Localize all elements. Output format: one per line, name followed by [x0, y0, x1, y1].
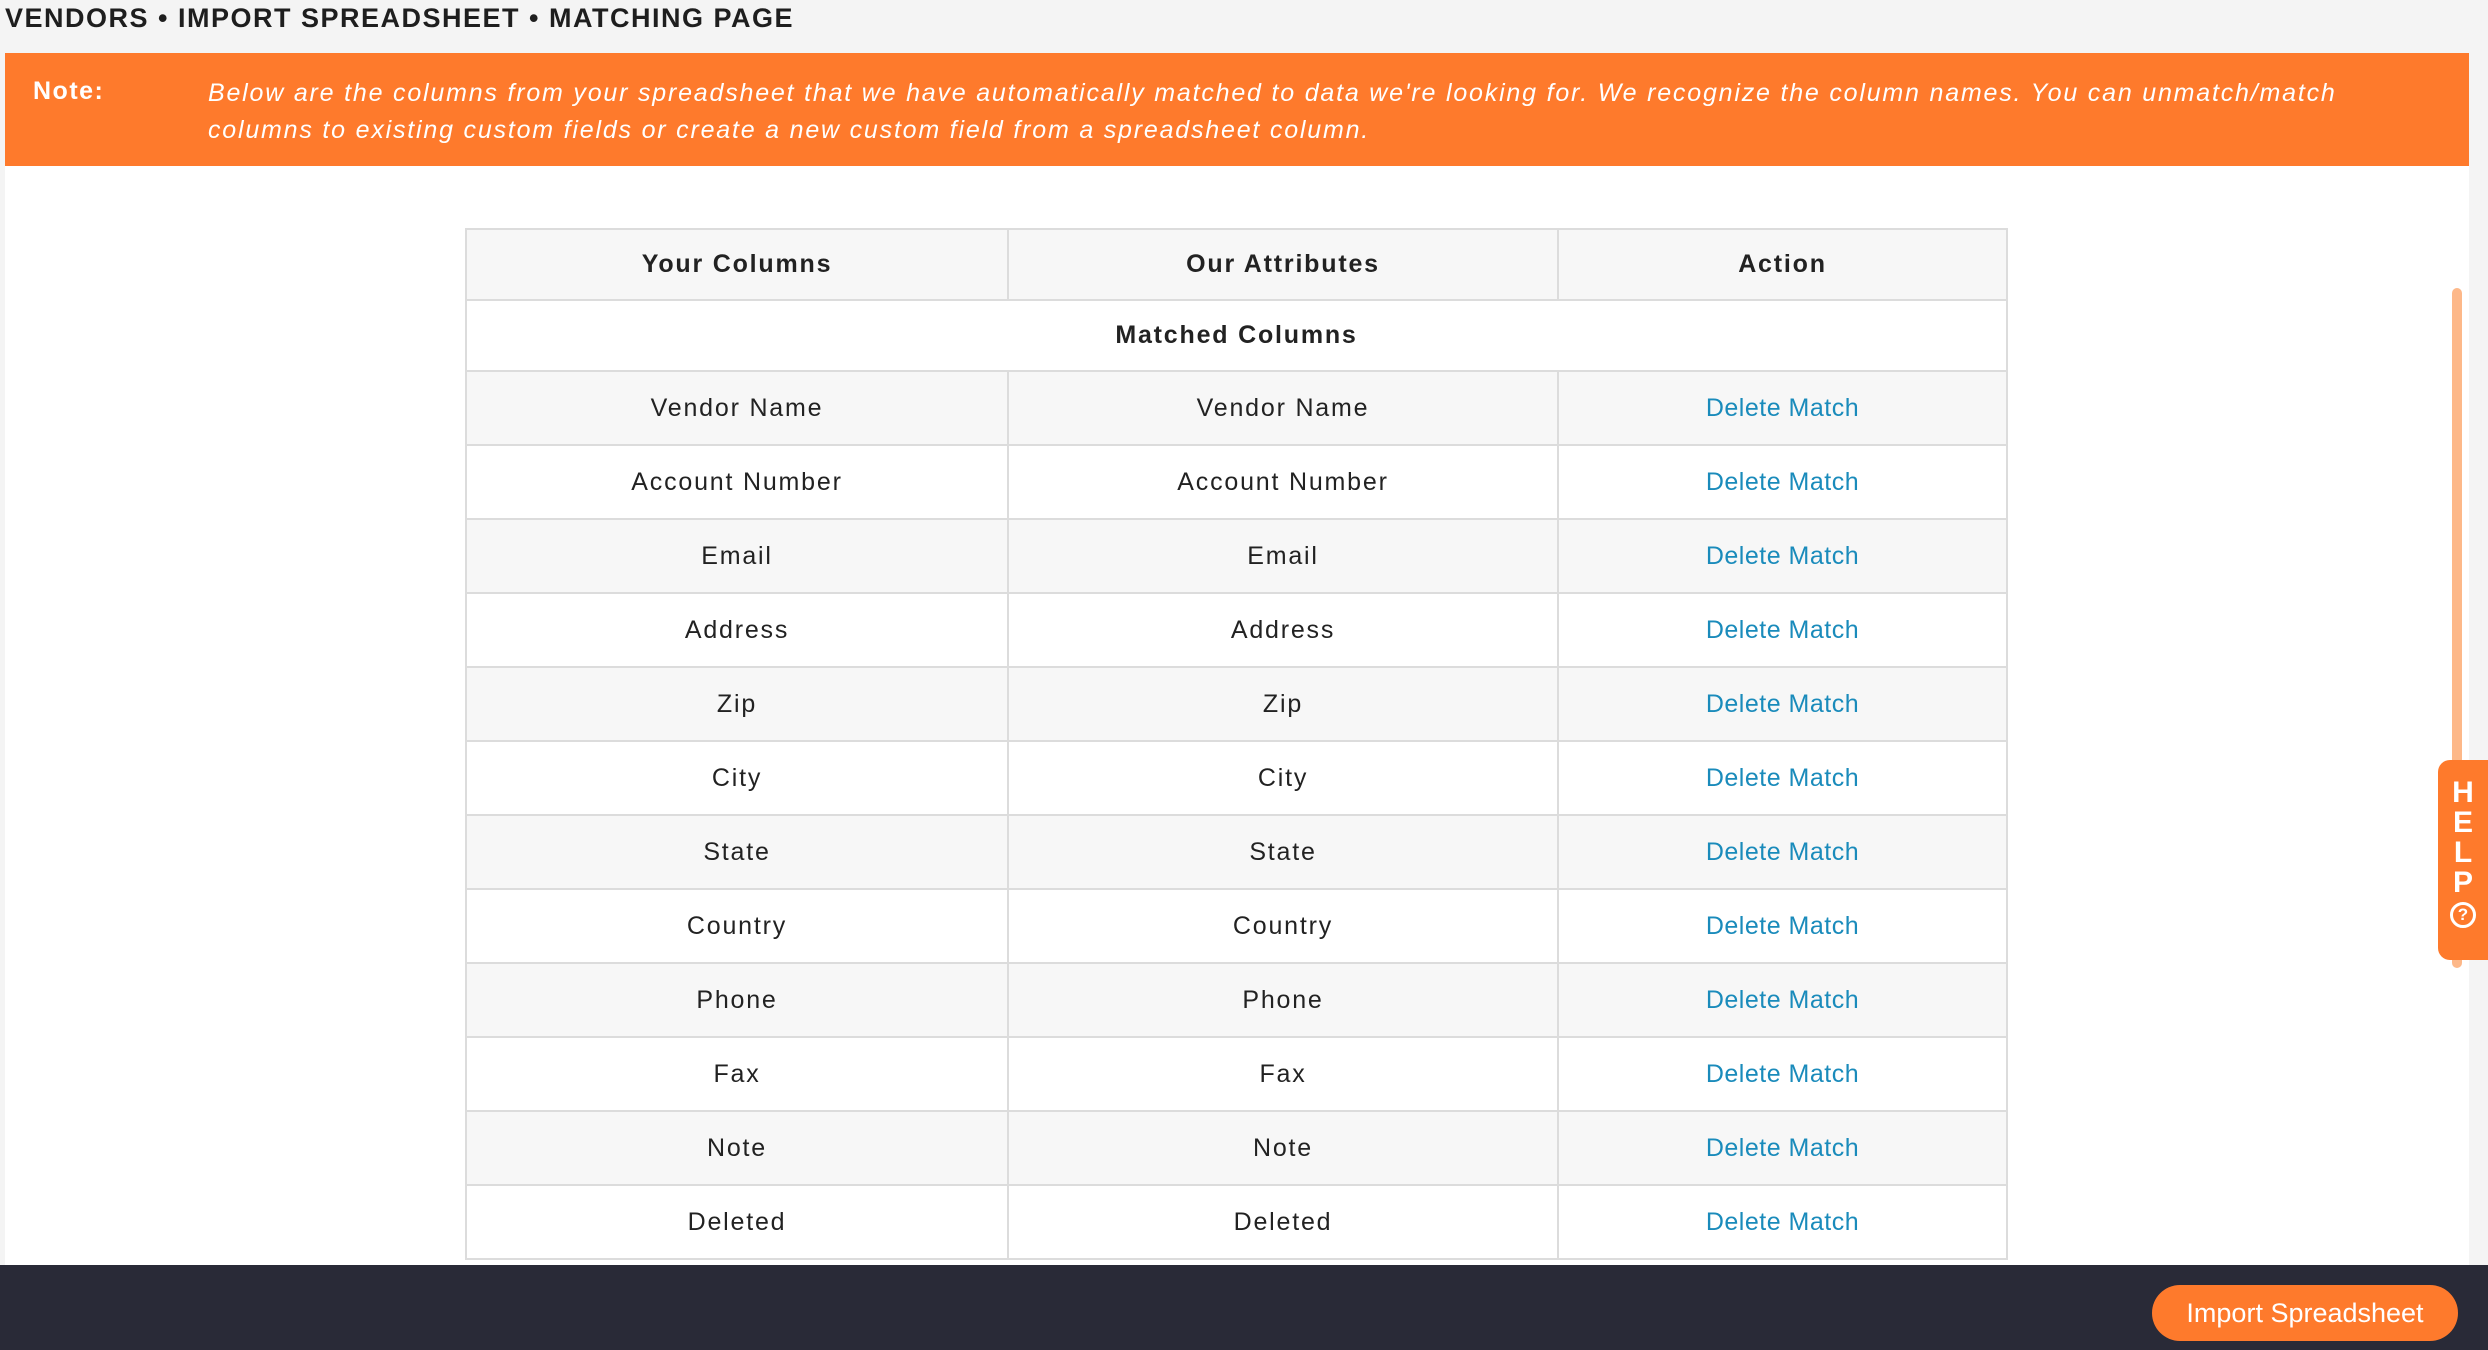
delete-match-link[interactable]: Delete Match [1705, 467, 1860, 496]
group-row-matched [466, 300, 2007, 371]
action-cell [1558, 963, 2007, 1037]
attribute-cell: Zip [1008, 667, 1558, 741]
your-column-cell: Vendor Name [466, 371, 1008, 445]
action-cell [1558, 889, 2007, 963]
action-cell [1558, 667, 2007, 741]
note-banner [5, 53, 2469, 166]
table-row [466, 963, 2007, 1037]
attribute-cell: Deleted [1008, 1185, 1558, 1259]
help-letter: L [2453, 836, 2473, 869]
table-row [466, 889, 2007, 963]
your-column-cell: Note [466, 1111, 1008, 1185]
action-cell [1558, 1037, 2007, 1111]
help-tab[interactable] [2438, 760, 2488, 960]
table-header-row [466, 229, 2007, 300]
table-row [466, 371, 2007, 445]
table-row [466, 741, 2007, 815]
action-cell [1558, 741, 2007, 815]
delete-match-link[interactable]: Delete Match [1705, 1059, 1860, 1088]
your-column-cell: Email [466, 519, 1008, 593]
your-column-cell: Fax [466, 1037, 1008, 1111]
delete-match-link[interactable]: Delete Match [1705, 837, 1860, 866]
delete-match-link[interactable]: Delete Match [1705, 393, 1860, 422]
attribute-cell: Address [1008, 593, 1558, 667]
action-cell [1558, 519, 2007, 593]
question-circle-icon: ? [2450, 902, 2476, 928]
attribute-cell: City [1008, 741, 1558, 815]
delete-match-link[interactable]: Delete Match [1705, 1207, 1860, 1236]
matching-table [465, 228, 2008, 1260]
delete-match-link[interactable]: Delete Match [1705, 985, 1860, 1014]
delete-match-link[interactable]: Delete Match [1705, 763, 1860, 792]
breadcrumb: VENDORS • IMPORT SPREADSHEET • MATCHING PAGE [5, 3, 794, 33]
attribute-cell: Country [1008, 889, 1558, 963]
header-our-attributes: Our Attributes [1008, 229, 1558, 300]
delete-match-link[interactable]: Delete Match [1705, 689, 1860, 718]
import-spreadsheet-button[interactable]: Import Spreadsheet [2152, 1285, 2458, 1341]
your-column-cell: State [466, 815, 1008, 889]
help-letter: P [2452, 866, 2473, 899]
header-your-columns: Your Columns [466, 229, 1008, 300]
group-label: Matched Columns [466, 300, 2007, 371]
table-row [466, 1037, 2007, 1111]
your-column-cell: Zip [466, 667, 1008, 741]
footer-bar [0, 1265, 2488, 1350]
delete-match-link[interactable]: Delete Match [1705, 541, 1860, 570]
attribute-cell: Note [1008, 1111, 1558, 1185]
delete-match-link[interactable]: Delete Match [1705, 615, 1860, 644]
table-row [466, 1111, 2007, 1185]
attribute-cell: Email [1008, 519, 1558, 593]
your-column-cell: City [466, 741, 1008, 815]
note-text: Below are the columns from your spreadsheet that we have automatically matched to data we're looking for. We recognize the column names. You can unmatch/match columns to existing custom fields or create a new custom field from a spreadsheet column. [208, 79, 2337, 144]
table-row [466, 815, 2007, 889]
table-row [466, 593, 2007, 667]
header-action: Action [1558, 229, 2007, 300]
table-row [466, 1185, 2007, 1259]
your-column-cell: Phone [466, 963, 1008, 1037]
attribute-cell: Phone [1008, 963, 1558, 1037]
note-label: Note: [33, 77, 105, 105]
action-cell [1558, 1111, 2007, 1185]
action-cell [1558, 1185, 2007, 1259]
your-column-cell: Account Number [466, 445, 1008, 519]
delete-match-link[interactable]: Delete Match [1705, 1133, 1860, 1162]
action-cell [1558, 815, 2007, 889]
attribute-cell: Vendor Name [1008, 371, 1558, 445]
table-row [466, 519, 2007, 593]
delete-match-link[interactable]: Delete Match [1705, 911, 1860, 940]
matching-table-container [465, 228, 2006, 1260]
your-column-cell: Deleted [466, 1185, 1008, 1259]
your-column-cell: Address [466, 593, 1008, 667]
action-cell [1558, 371, 2007, 445]
table-row [466, 445, 2007, 519]
action-cell [1558, 593, 2007, 667]
help-letter: H [2452, 776, 2474, 809]
help-letter: E [2452, 806, 2473, 839]
action-cell [1558, 445, 2007, 519]
attribute-cell: State [1008, 815, 1558, 889]
your-column-cell: Country [466, 889, 1008, 963]
attribute-cell: Account Number [1008, 445, 1558, 519]
attribute-cell: Fax [1008, 1037, 1558, 1111]
table-row [466, 667, 2007, 741]
